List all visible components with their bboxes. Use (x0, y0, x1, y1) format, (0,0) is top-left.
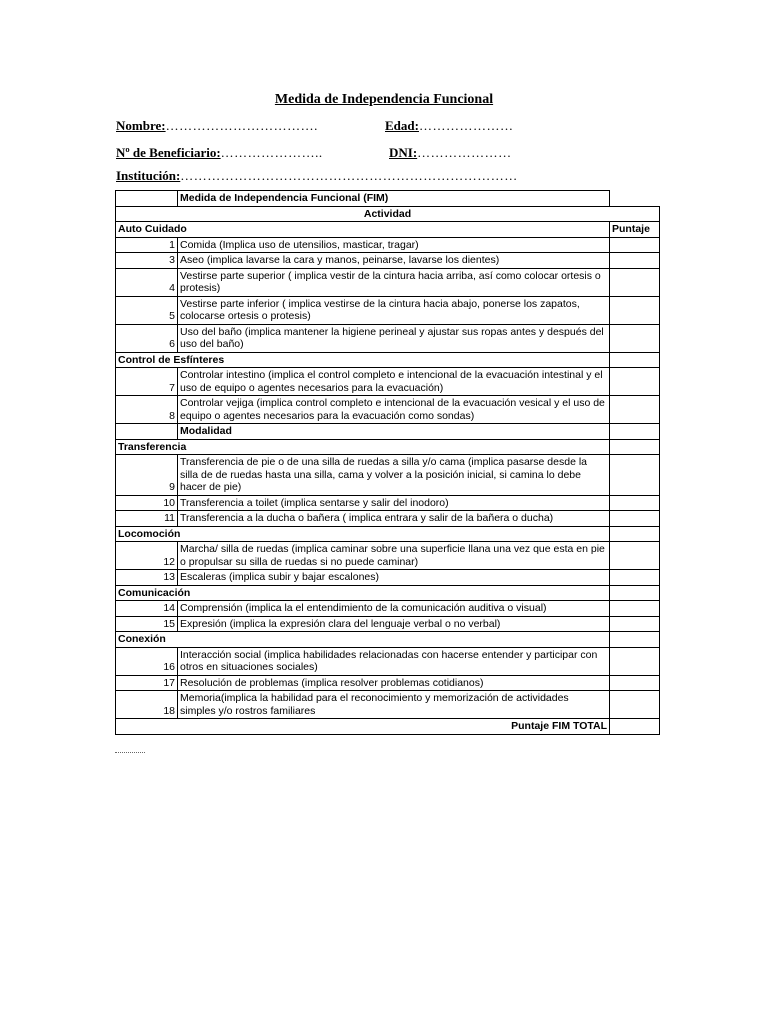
section-conexion: Conexión (116, 632, 610, 648)
activity-header: Actividad (116, 206, 660, 222)
item-description: Controlar intestino (implica el control completo e intencional de la evacuación intestinal y el uso de equipo o agentes necesarios para la evacuación) (178, 368, 610, 396)
total-row (116, 719, 660, 735)
item-number: 11 (116, 511, 178, 527)
section-row (116, 222, 660, 238)
edad-blank[interactable]: ………………… (418, 118, 514, 133)
table-row (116, 647, 660, 675)
item-description: Transferencia a la ducha o bañera ( implica entrara y salir de la bañera o ducha) (178, 511, 610, 527)
item-number: 13 (116, 570, 178, 586)
table-row (116, 616, 660, 632)
section-row (116, 352, 660, 368)
score-cell[interactable] (610, 296, 660, 324)
modality-spacer (116, 424, 178, 440)
item-number: 7 (116, 368, 178, 396)
beneficiario-blank[interactable]: ………………….. (220, 145, 323, 160)
item-description: Aseo (implica lavarse la cara y manos, peinarse, lavarse los dientes) (178, 253, 610, 269)
score-cell-empty (610, 352, 660, 368)
item-description: Transferencia de pie o de una silla de ruedas a silla y/o cama (implica pasarse desde la silla de de ruedas hasta una silla, cama y volver a la posición inicial, si camina lo debe hacer de pie) (178, 455, 610, 496)
item-number: 17 (116, 675, 178, 691)
dni-blank[interactable]: ………………… (417, 145, 512, 160)
score-cell[interactable] (610, 647, 660, 675)
nombre-blank[interactable]: ……………………………. (165, 118, 318, 133)
item-number: 14 (116, 601, 178, 617)
total-label: Puntaje FIM TOTAL (116, 719, 610, 735)
table-row (116, 237, 660, 253)
score-cell-empty (610, 439, 660, 455)
table-title-score-spacer (610, 191, 660, 207)
score-cell[interactable] (610, 542, 660, 570)
score-cell[interactable] (610, 455, 660, 496)
table-row (116, 675, 660, 691)
edad-field[interactable] (385, 118, 513, 134)
item-description: Uso del baño (implica mantener la higiene perineal y ajustar sus ropas antes y después del uso del baño) (178, 324, 610, 352)
dni-label: DNI: (389, 145, 418, 160)
table-row (116, 324, 660, 352)
section-row (116, 632, 660, 648)
beneficiario-field[interactable] (116, 145, 323, 161)
table-row (116, 368, 660, 396)
dni-field[interactable] (389, 145, 512, 161)
table-row (116, 296, 660, 324)
item-description: Vestirse parte inferior ( implica vestirse de la cintura hacia abajo, ponerse los zapatos, colocarse ortesis o protesis) (178, 296, 610, 324)
table-title-row (116, 191, 660, 207)
item-number: 16 (116, 647, 178, 675)
item-description: Vestirse parte superior ( implica vestir de la cintura hacia arriba, así como colocar ortesis o protesis) (178, 268, 610, 296)
modality-header: Modalidad (178, 424, 610, 440)
item-number: 9 (116, 455, 178, 496)
item-number: 12 (116, 542, 178, 570)
item-number: 18 (116, 691, 178, 719)
table-row (116, 691, 660, 719)
table-row (116, 268, 660, 296)
item-description: Expresión (implica la expresión clara del lenguaje verbal o no verbal) (178, 616, 610, 632)
item-description: Controlar vejiga (implica control completo e intencional de la evacuación vesical y el uso de equipo o agentes necesarios para la evacuación como sondas) (178, 396, 610, 424)
score-cell[interactable] (610, 253, 660, 269)
table-title-spacer (116, 191, 178, 207)
section-locomocion: Locomoción (116, 526, 610, 542)
score-cell[interactable] (610, 368, 660, 396)
section-row (116, 526, 660, 542)
item-number: 1 (116, 237, 178, 253)
score-cell-empty (610, 424, 660, 440)
institucion-blank[interactable]: ………………………………………………………………… (180, 168, 518, 183)
score-cell[interactable] (610, 601, 660, 617)
edad-label: Edad: (385, 118, 419, 133)
item-number: 15 (116, 616, 178, 632)
score-cell-empty (610, 632, 660, 648)
activity-header-row (116, 206, 660, 222)
table-title: Medida de Independencia Funcional (FIM) (178, 191, 610, 207)
score-cell[interactable] (610, 511, 660, 527)
table-row (116, 495, 660, 511)
section-row (116, 439, 660, 455)
item-number: 3 (116, 253, 178, 269)
item-description: Marcha/ silla de ruedas (implica caminar sobre una superficie llana una vez que esta en pie o propulsar su silla de ruedas si no puede caminar) (178, 542, 610, 570)
score-cell[interactable] (610, 396, 660, 424)
item-description: Comida (Implica uso de utensilios, masticar, tragar) (178, 237, 610, 253)
item-number: 5 (116, 296, 178, 324)
score-cell[interactable] (610, 616, 660, 632)
total-score-cell[interactable] (610, 719, 660, 735)
item-description: Memoria(implica la habilidad para el reconocimiento y memorización de actividades simples y/o rostros familiares (178, 691, 610, 719)
item-description: Interacción social (implica habilidades relacionadas con hacerse entender y participar con otros en situaciones sociales) (178, 647, 610, 675)
item-description: Comprensión (implica la el entendimiento de la comunicación auditiva o visual) (178, 601, 610, 617)
table-row (116, 601, 660, 617)
table-row (116, 542, 660, 570)
institucion-field[interactable] (116, 168, 518, 184)
section-row (116, 585, 660, 601)
score-cell[interactable] (610, 495, 660, 511)
section-transferencia: Transferencia (116, 439, 610, 455)
section-comunicacion: Comunicación (116, 585, 610, 601)
item-number: 8 (116, 396, 178, 424)
item-description: Escaleras (implica subir y bajar escalones) (178, 570, 610, 586)
table-row (116, 396, 660, 424)
score-cell[interactable] (610, 324, 660, 352)
table-row (116, 253, 660, 269)
score-cell[interactable] (610, 570, 660, 586)
item-number: 6 (116, 324, 178, 352)
item-description: Transferencia a toilet (implica sentarse y salir del inodoro) (178, 495, 610, 511)
score-cell-empty (610, 526, 660, 542)
section-esfinteres: Control de Esfínteres (116, 352, 610, 368)
score-cell[interactable] (610, 675, 660, 691)
item-description: Resolución de problemas (implica resolver problemas cotidianos) (178, 675, 610, 691)
table-row (116, 455, 660, 496)
score-cell[interactable] (610, 691, 660, 719)
fim-table (115, 190, 660, 735)
table-row (116, 570, 660, 586)
nombre-label: Nombre: (116, 118, 166, 133)
item-number: 10 (116, 495, 178, 511)
score-cell[interactable] (610, 237, 660, 253)
cut-off-text (115, 746, 145, 753)
institucion-label: Institución: (116, 168, 181, 183)
beneficiario-label: Nº de Beneficiario: (116, 145, 221, 160)
score-cell[interactable] (610, 268, 660, 296)
document-title: Medida de Independencia Funcional (274, 92, 494, 107)
score-header: Puntaje (610, 222, 660, 238)
item-number: 4 (116, 268, 178, 296)
modality-header-row (116, 424, 660, 440)
table-row (116, 511, 660, 527)
score-cell-empty (610, 585, 660, 601)
nombre-field[interactable] (116, 118, 318, 134)
section-auto-cuidado: Auto Cuidado (116, 222, 610, 238)
